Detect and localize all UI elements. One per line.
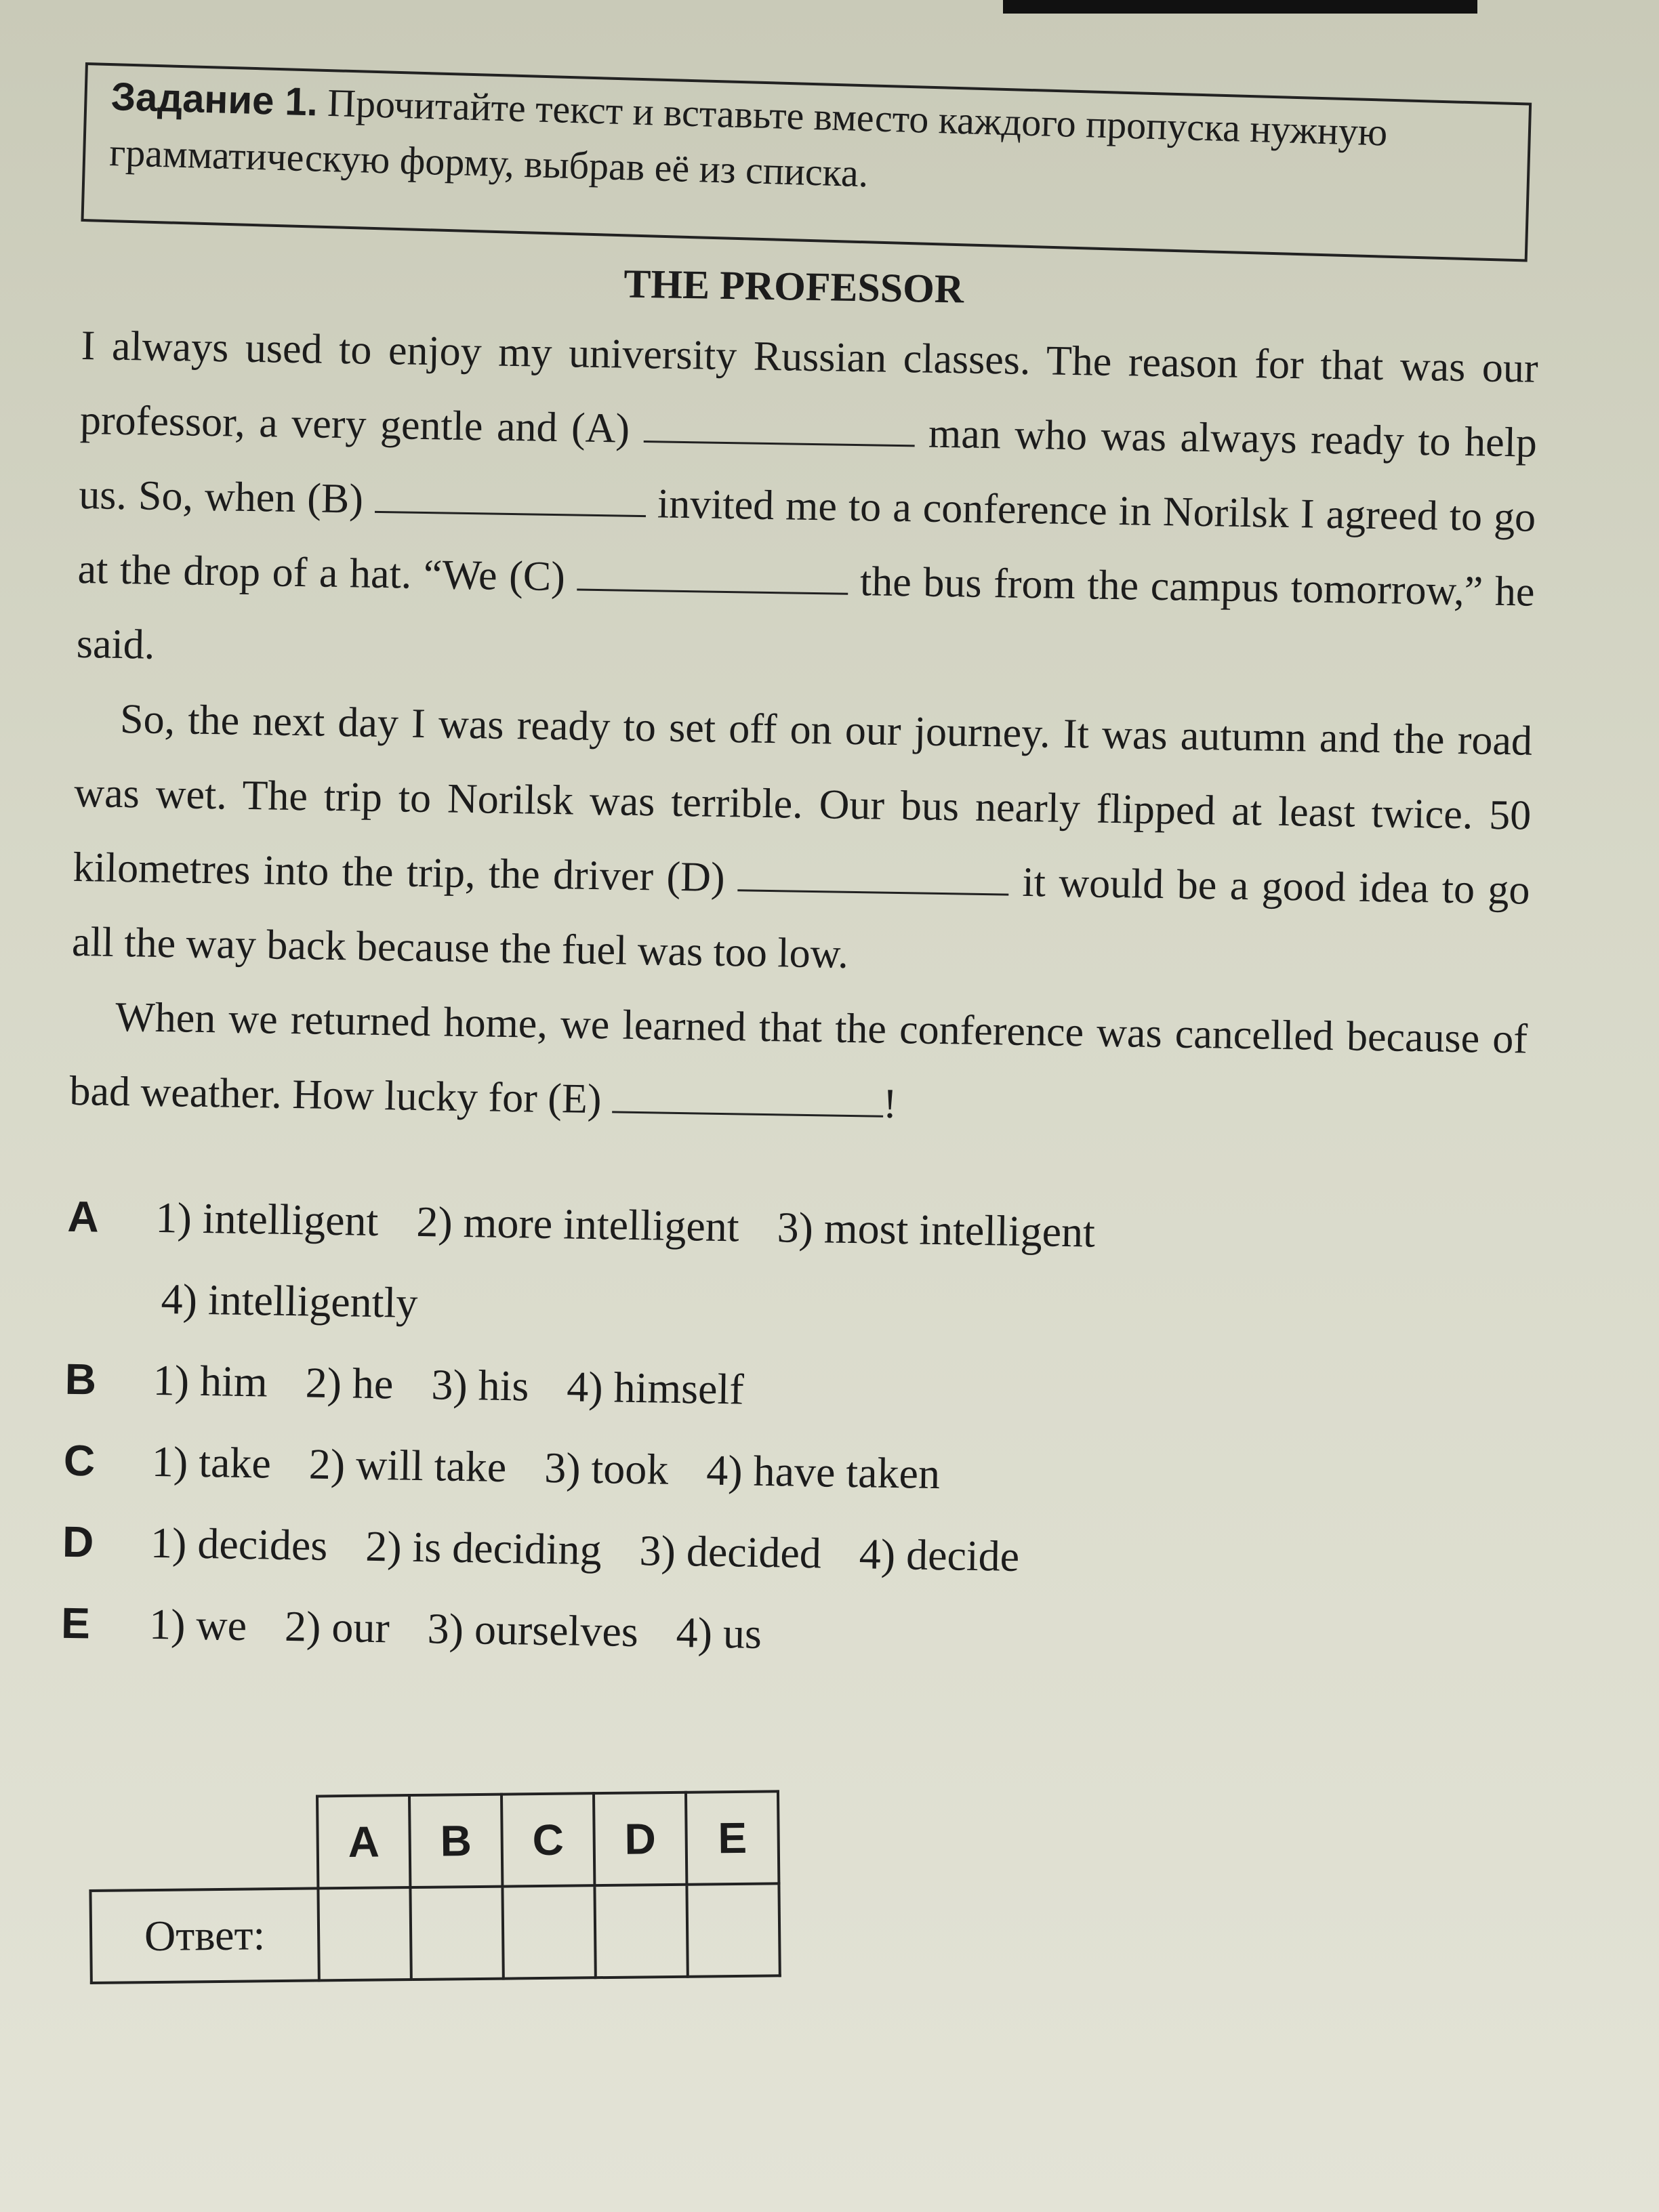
blank-e[interactable] (612, 1076, 884, 1117)
option-choice[interactable]: 1) intelligent (155, 1193, 379, 1246)
option-choice[interactable]: 2) he (305, 1358, 394, 1408)
answer-corner (89, 1796, 318, 1891)
text-segment: So, the next day I was ready to set off on our journey. It was autumn and the road was wet. The trip to Norilsk was terrible. Our bus nearly flipped at least twice. 50 kilometres into the trip, the driver (D) (73, 695, 1533, 901)
answer-header: A (317, 1795, 410, 1888)
paragraph-2 (71, 681, 1533, 1002)
options-list (60, 1176, 1559, 1687)
option-choice[interactable]: 2) is deciding (365, 1521, 602, 1574)
text-segment: the bus from the campus tomorrow,” he said. (76, 558, 1535, 668)
task-instruction-text: Прочитайте текст и вставьте вместо каждого пропуска нужную грамматическую форму, выбрав её из списка. (108, 80, 1389, 196)
option-choice[interactable]: 2) our (284, 1601, 390, 1652)
option-choice[interactable]: 1) we (148, 1599, 247, 1650)
option-choice[interactable]: 3) most intelligent (777, 1203, 1096, 1256)
option-letter: E (60, 1598, 91, 1648)
answer-cell-e[interactable] (687, 1883, 779, 1976)
answer-cell-d[interactable] (594, 1885, 687, 1978)
option-choice[interactable]: 1) decides (150, 1518, 328, 1570)
main-content (60, 252, 1573, 1687)
option-letter: C (63, 1435, 96, 1486)
answer-header-row (89, 1791, 779, 1891)
top-dark-strip (1003, 0, 1477, 14)
paragraph-3 (69, 979, 1528, 1151)
option-choice[interactable]: 4) have taken (705, 1446, 941, 1498)
story-title: THE PROFESSOR (623, 261, 964, 312)
answer-cell-a[interactable] (318, 1887, 411, 1980)
option-choice[interactable]: 2) will take (308, 1439, 507, 1492)
option-choice[interactable]: 3) took (544, 1443, 669, 1494)
task-label: Задание 1. (110, 74, 319, 125)
text-segment: I always used to enjoy my university Russian classes. The reason for that was our professor, a very gentle and (A) (79, 322, 1539, 452)
answer-header: D (594, 1793, 687, 1885)
option-letter: B (64, 1354, 97, 1404)
story-text (69, 308, 1539, 1151)
answer-label: Ответ: (90, 1888, 319, 1983)
option-choice[interactable]: 4) intelligently (161, 1275, 418, 1327)
answer-input-row (90, 1883, 779, 1983)
option-choice[interactable]: 4) us (676, 1608, 762, 1658)
paragraph-1 (76, 308, 1538, 704)
answer-cell-c[interactable] (502, 1885, 595, 1978)
option-choice[interactable]: 1) him (152, 1355, 268, 1406)
answer-header: B (409, 1795, 502, 1887)
blank-a[interactable] (643, 405, 915, 447)
text-segment: invited me to a conference in Norilsk I agreed to go at the drop of a hat. “We (C) (77, 480, 1536, 600)
blank-c[interactable] (577, 554, 848, 595)
option-letter: A (67, 1191, 100, 1242)
text-segment: man who was always ready to help us. So, when (B) (78, 410, 1538, 523)
text-segment: When we returned home, we learned that the conference was cancelled because of bad weather. How lucky for (E) (69, 994, 1528, 1123)
answer-header: E (686, 1791, 779, 1884)
option-letter: D (62, 1517, 94, 1567)
answer-header: C (501, 1793, 594, 1886)
text-segment: it would be a good idea to go all the way back because the fuel was too low. (71, 859, 1531, 977)
option-choice[interactable]: 1) take (151, 1437, 272, 1488)
answer-table (88, 1790, 781, 1984)
option-choice[interactable]: 4) decide (859, 1530, 1020, 1580)
blank-d[interactable] (738, 854, 1010, 895)
option-choice[interactable]: 3) decided (639, 1526, 822, 1578)
option-choice[interactable]: 2) more intelligent (415, 1197, 740, 1251)
blank-b[interactable] (375, 476, 647, 517)
text-segment: ! (882, 1080, 898, 1128)
option-choice[interactable]: 3) his (430, 1360, 529, 1410)
option-choice[interactable]: 3) ourselves (427, 1604, 639, 1656)
answer-cell-b[interactable] (410, 1887, 503, 1980)
option-choice[interactable]: 4) himself (566, 1362, 745, 1414)
